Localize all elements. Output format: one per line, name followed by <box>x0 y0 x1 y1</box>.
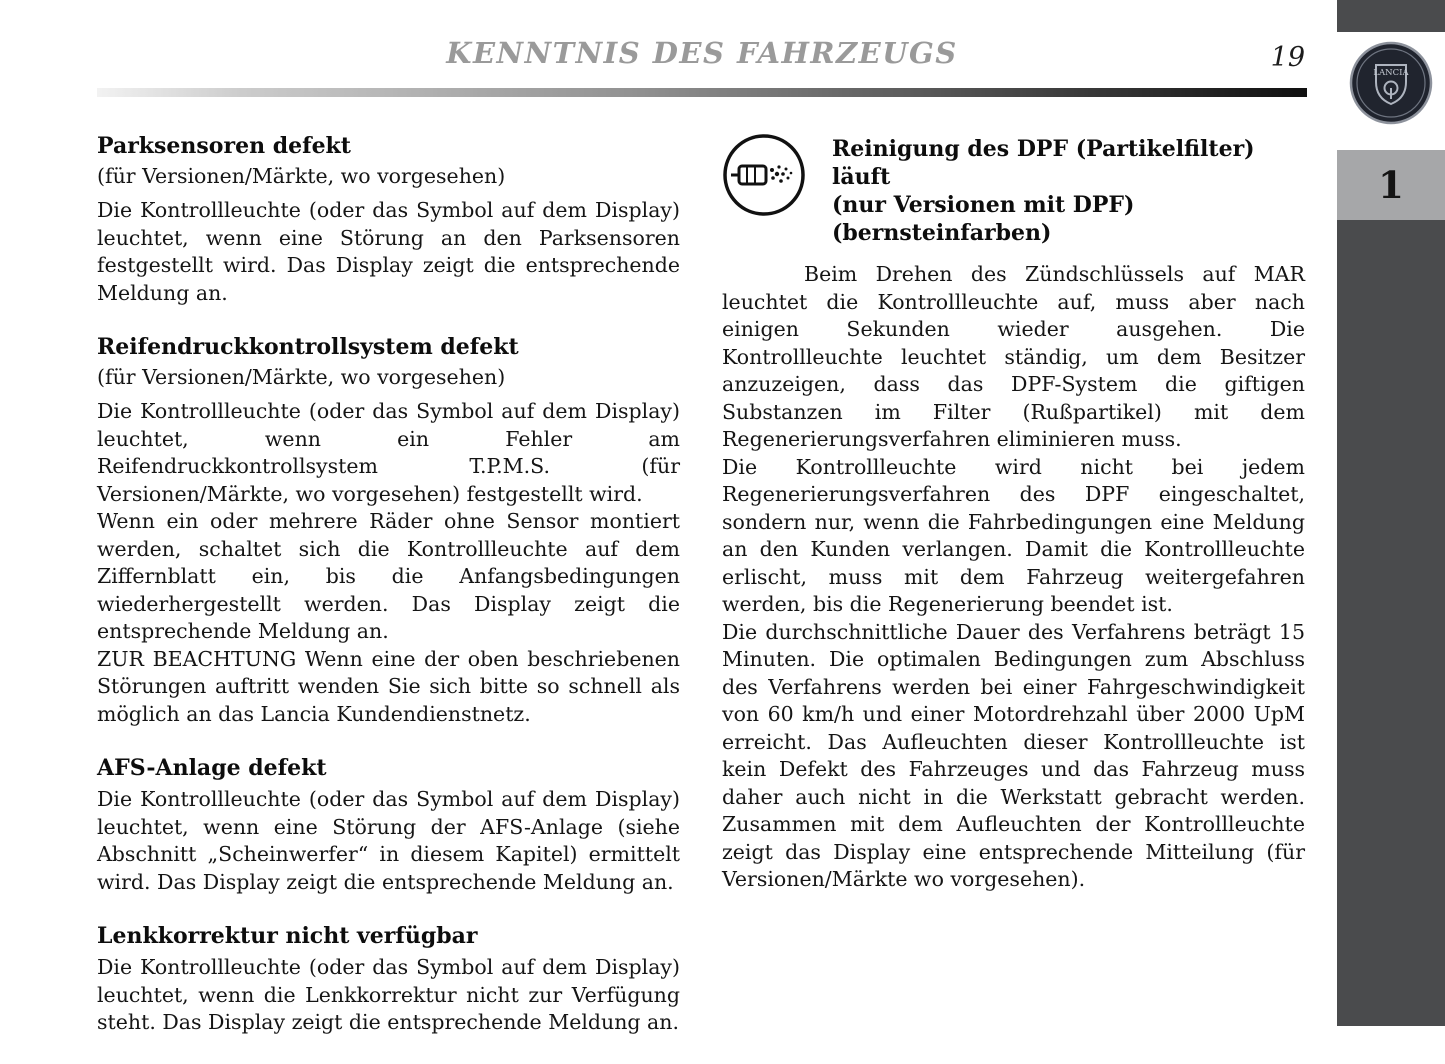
two-column-layout <box>97 133 1307 1064</box>
chapter-number: 1 <box>1378 163 1404 207</box>
section-reifendruckkontrollsystem-defekt <box>97 334 680 728</box>
header-rule <box>97 88 1307 97</box>
section-lenkkorrektur-nicht-verfuegbar <box>97 923 680 1037</box>
logo-text: LANCIA <box>1373 68 1409 78</box>
section-paragraph: Beim Drehen des Zündschlüssels auf MAR leuchtet die Kontrollleuchte auf, muss aber nach einigen Sekunden wieder ausgehen. Die Kontrollleuchte leuchtet ständig, um dem Besitzer anzuzeigen, dass das DPF-System die giftigen Substanzen im Filter (Rußpartikel) mit dem Regenerierungsverfahren eliminieren muss. <box>722 262 1305 451</box>
section-afs-anlage-defekt <box>97 755 680 896</box>
heading-line: Reinigung des DPF (Partikelfilter) läuft <box>832 136 1255 190</box>
section-paragraph: Die Kontrollleuchte (oder das Symbol auf dem Display) leuchtet, wenn die Lenkkorrektur nicht zur Verfügung steht. Das Display zeigt die entsprechende Meldung an. <box>97 955 680 1034</box>
section-heading <box>832 135 1305 247</box>
edge-gap <box>1337 134 1445 150</box>
page-number: 19 <box>1270 42 1305 73</box>
heading-line: (bernsteinfarben) <box>832 220 1052 246</box>
heading-line: (nur Versionen mit DPF) <box>832 192 1135 218</box>
section-heading: Parksensoren defekt <box>97 133 351 159</box>
section-paragraph: Die Kontrollleuchte (oder das Symbol auf dem Display) leuchtet, wenn eine Störung an den Parksensoren festgestellt wird. Das Display zeigt die entsprechende Meldung an. <box>97 198 680 305</box>
section-subheading: (für Versionen/Märkte, wo vorgesehen) <box>97 365 506 389</box>
edge-bottom-block <box>1337 220 1445 1026</box>
section-paragraph: Die Kontrollleuchte (oder das Symbol auf dem Display) leuchtet, wenn ein Fehler am Reifendruckkontrollsystem T.P.M.S. (für Versionen/Märkte, wo vorgesehen) festgestellt wird. <box>97 399 680 506</box>
lancia-logo <box>1337 32 1445 134</box>
section-heading: Lenkkorrektur nicht verfügbar <box>97 923 478 949</box>
right-column <box>722 133 1305 1064</box>
section-parksensoren-defekt <box>97 133 680 307</box>
zur-beachtung-note: ZUR BEACHTUNG Wenn eine der oben beschriebenen Störungen auftritt wenden Sie sich bitte so schnell als möglich an das Lancia Kundendienstnetz. <box>97 646 680 726</box>
page-title: KENNTNIS DES FAHRZEUGS <box>446 36 958 70</box>
section-paragraph: Die Kontrollleuchte wird nicht bei jedem Regenerierungsverfahren des DPF eingeschaltet, sondern nur, wenn die Fahrbedingungen eine Meldung an den Kunden verlangen. Damit die Kontrollleuchte erlischt, muss mit dem Fahrzeug weitergefahren werden, bis die Regenerierung beendet ist. <box>722 454 1305 616</box>
lancia-badge-icon <box>1349 41 1433 125</box>
section-paragraph: Wenn ein oder mehrere Räder ohne Sensor montiert werden, schaltet sich die Kontrollleuchte auf dem Ziffernblatt ein, bis die Anfangsbedingungen wiederhergestellt werden. Das Display zeigt die entsprechende Meldung an. <box>97 509 680 643</box>
section-paragraph: Die Kontrollleuchte (oder das Symbol auf dem Display) leuchtet, wenn eine Störung der AFS-Anlage (siehe Abschnitt „Scheinwerfer“ in diesem Kapitel) ermittelt wird. Das Display zeigt die entsprechende Meldung an. <box>97 787 680 894</box>
section-dpf-reinigung <box>722 133 1305 247</box>
page-header <box>97 36 1307 84</box>
section-heading: AFS-Anlage defekt <box>97 755 327 781</box>
edge-top-block <box>1337 0 1445 32</box>
section-heading: Reifendruckkontrollsystem defekt <box>97 334 519 360</box>
chapter-tab <box>1337 150 1445 220</box>
section-paragraph: Die durchschnittliche Dauer des Verfahrens beträgt 15 Minuten. Die optimalen Bedingungen zum Abschluss des Verfahrens werden bei einer Fahrgeschwindigkeit von 60 km/h und einer Motordrehzahl über 2000 UpM erreicht. Das Aufleuchten dieser Kontrollleuchte ist kein Defekt des Fahrzeuges und das Fahrzeug muss daher auch nicht in die Werkstatt gebracht werden. Zusammen mit dem Aufleuchten der Kontrollleuchte zeigt das Display eine entsprechende Mitteilung (für Versionen/Märkte wo vorgesehen). <box>722 619 1305 891</box>
dpf-particulate-filter-icon <box>722 133 806 217</box>
left-column <box>97 133 680 1064</box>
section-subheading: (für Versionen/Märkte, wo vorgesehen) <box>97 164 506 188</box>
chapter-edge-strip <box>1337 0 1445 1026</box>
